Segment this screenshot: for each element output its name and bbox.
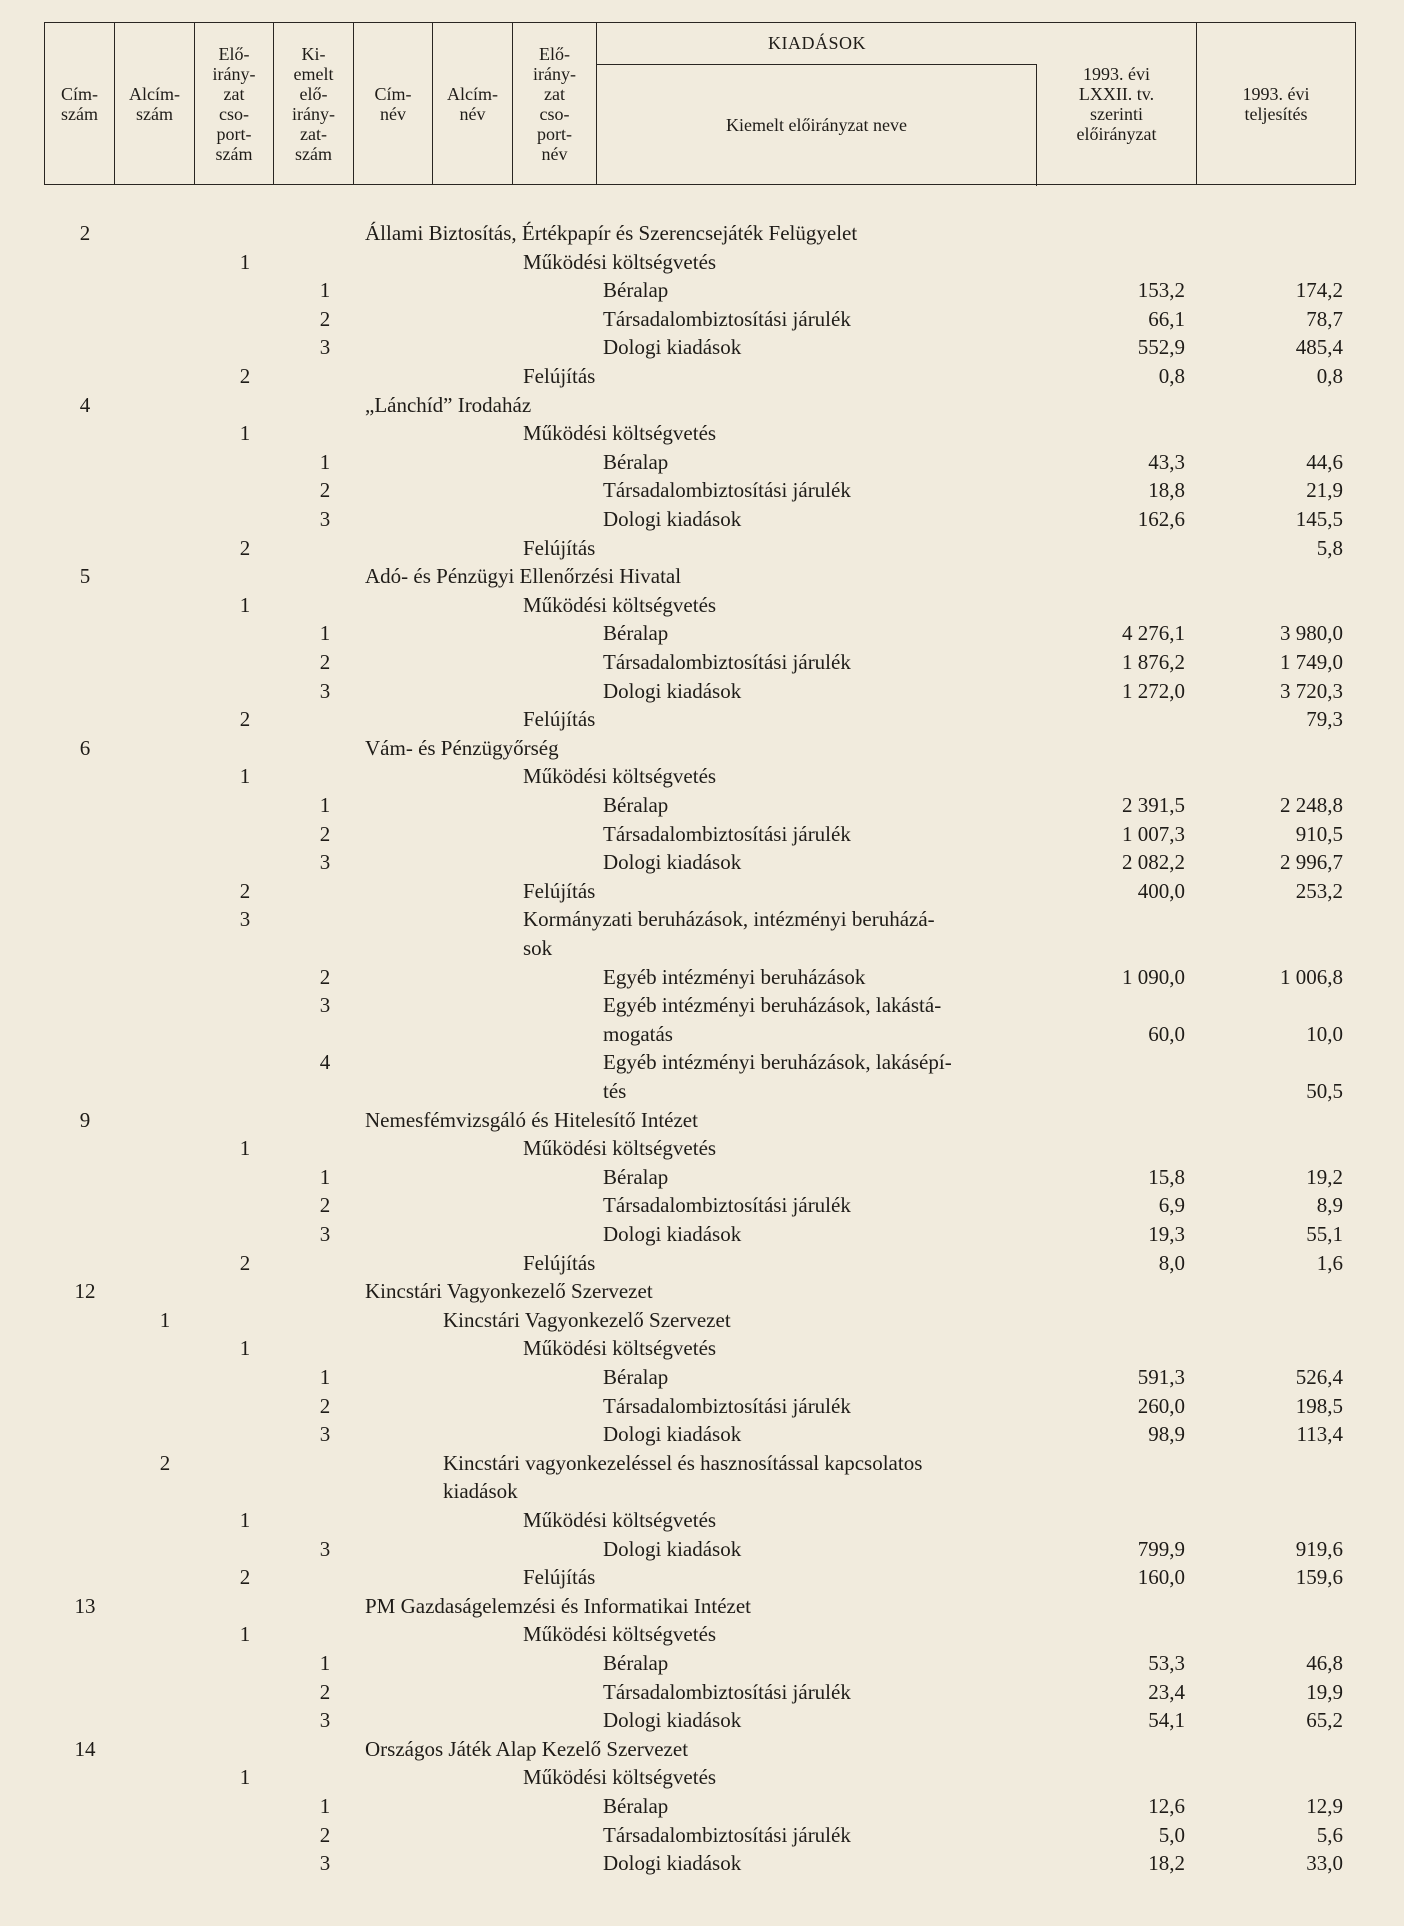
row-label: Működési költségvetés [523,249,717,274]
row-number: 3 [319,1708,331,1733]
row-label: Társadalombiztosítási járulék [603,1393,851,1418]
table-row [0,762,1404,790]
row-number: 4 [319,1050,331,1075]
row-number: 3 [319,993,331,1018]
table-row [0,305,1404,333]
table-row [0,991,1404,1019]
row-number: 6 [79,735,91,760]
header-kiemelt-eloiranyzat-neve: Kiemelt előirányzat neve [597,65,1037,186]
table-row [0,476,1404,504]
value-eloiranyzat: 15,8 [1148,1164,1185,1189]
table-row [0,1048,1404,1076]
value-eloiranyzat: 260,0 [1137,1393,1185,1418]
row-label: Dologi kiadások [603,1536,742,1561]
value-eloiranyzat: 54,1 [1148,1708,1185,1733]
row-label: Nemesfémvizsgáló és Hitelesítő Intézet [365,1107,698,1132]
row-number: 2 [239,364,251,388]
table-row [0,1678,1404,1706]
value-teljesites: 910,5 [1295,821,1343,846]
table-row [0,1163,1404,1191]
row-number: 2 [239,1250,251,1275]
row-number: 3 [319,1222,331,1246]
row-number: 3 [239,907,251,932]
header-1993-teljesites: 1993. évi teljesítés [1242,83,1310,124]
row-label: Kincstári Vagyonkezelő Szervezet [365,1279,653,1304]
row-number: 2 [319,650,331,674]
row-number: 1 [239,1336,251,1361]
header-alcim-nev: Alcím- név [433,23,513,184]
row-number: 2 [239,1565,251,1590]
table-row [0,677,1404,705]
table-row [0,534,1404,562]
value-teljesites: 485,4 [1295,335,1343,360]
row-number: 1 [239,1508,251,1532]
value-eloiranyzat: 2 391,5 [1122,793,1185,817]
row-label: Béralap [603,449,669,474]
row-label: Működési költségvetés [523,592,717,617]
value-eloiranyzat: 12,6 [1148,1794,1185,1818]
row-label: Társadalombiztosítási járulék [603,1822,851,1847]
table-row [0,1020,1404,1048]
row-label: Dologi kiadások [603,1222,742,1246]
table-row [0,1306,1404,1334]
row-label: Felújítás [523,1565,596,1590]
row-label: Egyéb intézményi beruházások, lakástá- [603,993,942,1018]
table-row [0,1620,1404,1648]
row-label: Béralap [603,793,669,817]
value-eloiranyzat: 98,9 [1148,1422,1185,1447]
row-label: mogatás [603,1021,673,1046]
value-teljesites: 113,4 [1296,1422,1343,1447]
table-row [0,963,1404,991]
row-number: 1 [319,1794,331,1818]
row-number: 2 [239,878,251,903]
row-number: 2 [319,1193,331,1218]
table-row [0,505,1404,533]
row-label: tés [603,1079,627,1103]
table-row [0,591,1404,619]
value-teljesites: 33,0 [1306,1851,1343,1876]
table-row [0,1592,1404,1620]
table-row [0,1735,1404,1763]
table-row [0,562,1404,590]
row-number: 1 [319,449,331,474]
value-teljesites: 78,7 [1306,306,1343,331]
row-label: Társadalombiztosítási járulék [603,306,851,331]
table-row [0,1763,1404,1791]
header-eloiranyzat-csoport-nev: Elő- irány- zat cso- port- név [513,23,597,184]
row-number: 2 [239,707,251,732]
row-label: Kincstári Vagyonkezelő Szervezet [443,1307,731,1332]
row-label: Adó- és Pénzügyi Ellenőrzési Hivatal [365,564,682,589]
table-row [0,648,1404,676]
row-number: 1 [319,621,331,646]
table-row [0,905,1404,933]
table-row [0,1191,1404,1219]
value-eloiranyzat: 19,3 [1148,1222,1185,1246]
table-row [0,1134,1404,1162]
value-teljesites: 145,5 [1295,507,1343,531]
table-row [0,1420,1404,1448]
value-teljesites: 46,8 [1306,1651,1343,1675]
row-number: 14 [74,1736,96,1761]
row-label: Felújítás [523,1250,596,1275]
row-number: 3 [319,1851,331,1876]
value-teljesites: 174,2 [1295,278,1343,303]
value-teljesites: 21,9 [1306,478,1343,503]
row-number: 1 [239,1765,251,1790]
row-number: 2 [319,306,331,331]
value-teljesites: 159,6 [1295,1565,1343,1590]
row-label: Működési költségvetés [523,764,717,789]
table-row [0,877,1404,905]
row-number: 2 [159,1450,171,1475]
table-row [0,362,1404,390]
row-label: Felújítás [523,707,596,732]
value-teljesites: 1 749,0 [1280,650,1343,674]
table-row [0,1706,1404,1734]
value-eloiranyzat: 400,0 [1137,878,1185,903]
value-eloiranyzat: 43,3 [1148,449,1185,474]
value-teljesites: 79,3 [1306,707,1343,732]
table-row [0,333,1404,361]
value-eloiranyzat: 0,8 [1158,364,1185,388]
row-label: Országos Játék Alap Kezelő Szervezet [365,1736,689,1761]
value-eloiranyzat: 6,9 [1158,1193,1185,1218]
value-teljesites: 3 720,3 [1280,678,1343,703]
row-label: Társadalombiztosítási járulék [603,478,851,503]
table-row [0,619,1404,647]
value-eloiranyzat: 1 007,3 [1122,821,1185,846]
header-kiemelt-eloiranyzat-szam: Ki- emelt elő- irány- zat- szám [274,23,354,184]
row-label: Vám- és Pénzügyőrség [365,735,559,760]
row-number: 1 [319,1164,331,1189]
row-number: 1 [239,1622,251,1647]
row-number: 1 [319,1651,331,1675]
row-label: Dologi kiadások [603,678,742,703]
row-label: Kincstári vagyonkezeléssel és hasznosítással kapcsolatos [443,1450,923,1475]
row-label: Egyéb intézményi beruházások [603,964,866,989]
table-row [0,1649,1404,1677]
row-number: 5 [79,564,91,589]
table-row [0,1363,1404,1391]
row-number: 1 [239,1136,251,1161]
value-teljesites: 1,6 [1316,1250,1343,1275]
value-teljesites: 3 980,0 [1280,621,1343,646]
table-row [0,1506,1404,1534]
row-label: sok [523,936,553,960]
value-eloiranyzat: 8,0 [1158,1250,1185,1275]
value-eloiranyzat: 23,4 [1148,1679,1185,1704]
table-row [0,1535,1404,1563]
value-eloiranyzat: 4 276,1 [1122,621,1185,646]
row-label: Dologi kiadások [603,507,742,531]
row-number: 3 [319,678,331,703]
row-label: Béralap [603,1164,669,1189]
value-teljesites: 919,6 [1295,1536,1343,1561]
table-row [0,1563,1404,1591]
header-alcim-szam: Alcím- szám [115,23,195,184]
row-label: Működési költségvetés [523,421,717,446]
value-eloiranyzat: 5,0 [1158,1822,1185,1847]
row-number: 3 [319,507,331,531]
table-row [0,1821,1404,1849]
table-row [0,1220,1404,1248]
table-row [0,1392,1404,1420]
row-label: Működési költségvetés [523,1136,717,1161]
row-label: Működési költségvetés [523,1508,717,1532]
row-label: PM Gazdaságelemzési és Informatikai Intézet [365,1593,752,1618]
value-teljesites: 2 248,8 [1280,793,1343,817]
value-teljesites: 44,6 [1306,449,1343,474]
row-number: 2 [319,1822,331,1847]
table-row [0,448,1404,476]
table-row [0,820,1404,848]
value-teljesites: 5,6 [1316,1822,1343,1847]
row-label: Dologi kiadások [603,1708,742,1733]
value-teljesites: 198,5 [1295,1393,1343,1418]
table-row [0,1334,1404,1362]
row-number: 13 [74,1593,96,1618]
value-teljesites: 19,2 [1306,1164,1343,1189]
row-number: 1 [239,592,251,617]
header-1993-tv: 1993. évi LXXII. tv. szerinti előirányzat [1037,23,1197,184]
value-teljesites: 12,9 [1306,1794,1343,1818]
row-label: „Lánchíd” Irodaház [365,392,532,417]
value-teljesites: 2 996,7 [1280,850,1343,875]
value-teljesites: 50,5 [1306,1079,1343,1103]
header-kiadasok: KIADÁSOK [597,23,1037,65]
row-number: 4 [79,392,91,417]
row-number: 1 [319,278,331,303]
value-eloiranyzat: 552,9 [1137,335,1185,360]
row-label: Béralap [603,278,669,303]
row-number: 2 [319,478,331,503]
row-number: 2 [319,821,331,846]
table-row [0,934,1404,962]
row-number: 1 [319,1365,331,1389]
row-label: Működési költségvetés [523,1765,717,1790]
row-number: 2 [79,221,91,245]
row-label: Dologi kiadások [603,1851,742,1876]
row-label: Béralap [603,1365,669,1389]
row-label: Működési költségvetés [523,1336,717,1361]
row-label: Dologi kiadások [603,1422,742,1447]
row-label: Felújítás [523,364,596,388]
row-number: 1 [159,1307,171,1332]
row-label: Felújítás [523,535,596,560]
table-row [0,248,1404,276]
row-label: Dologi kiadások [603,335,742,360]
row-number: 2 [319,964,331,989]
row-number: 1 [239,421,251,446]
table-row [0,1477,1404,1505]
value-teljesites: 19,9 [1306,1679,1343,1704]
row-label: Béralap [603,1794,669,1818]
row-number: 9 [79,1107,91,1132]
row-number: 1 [239,249,251,274]
table-row [0,1106,1404,1134]
value-eloiranyzat: 160,0 [1137,1565,1185,1590]
row-label: Társadalombiztosítási járulék [603,1679,851,1704]
row-number: 2 [319,1393,331,1418]
table-row [0,219,1404,247]
table-row [0,419,1404,447]
value-eloiranyzat: 53,3 [1148,1651,1185,1675]
row-label: Felújítás [523,878,596,903]
table-row [0,1792,1404,1820]
value-eloiranyzat: 162,6 [1137,507,1185,531]
row-number: 3 [319,335,331,360]
table-row [0,734,1404,762]
row-label: Működési költségvetés [523,1622,717,1647]
row-label: Egyéb intézményi beruházások, lakásépí- [603,1050,952,1075]
row-number: 2 [319,1679,331,1704]
value-eloiranyzat: 591,3 [1137,1365,1185,1389]
table-row [0,1449,1404,1477]
row-label: Béralap [603,621,669,646]
value-eloiranyzat: 66,1 [1148,306,1185,331]
row-label: Béralap [603,1651,669,1675]
value-teljesites: 526,4 [1295,1365,1343,1389]
value-teljesites: 253,2 [1295,878,1343,903]
table-header [44,22,1356,185]
row-label: Társadalombiztosítási járulék [603,650,851,674]
table-row [0,276,1404,304]
value-teljesites: 5,8 [1316,535,1343,560]
table-row [0,791,1404,819]
row-number: 3 [319,1422,331,1447]
value-eloiranyzat: 1 272,0 [1122,678,1185,703]
row-label: kiadások [443,1479,518,1504]
header-eloiranyzat-csoport-szam: Elő- irány- zat cso- port- szám [195,23,274,184]
table-row [0,1277,1404,1305]
header-cim-nev: Cím- név [354,23,433,184]
value-eloiranyzat: 18,8 [1148,478,1185,503]
value-eloiranyzat: 60,0 [1148,1021,1185,1046]
table-row [0,1849,1404,1877]
value-teljesites: 10,0 [1306,1021,1343,1046]
row-label: Társadalombiztosítási járulék [603,821,851,846]
value-eloiranyzat: 1 876,2 [1122,650,1185,674]
row-number: 3 [319,1536,331,1561]
table-row [0,848,1404,876]
value-eloiranyzat: 153,2 [1137,278,1185,303]
value-teljesites: 8,9 [1316,1193,1343,1218]
table-row [0,1249,1404,1277]
value-teljesites: 0,8 [1316,364,1343,388]
value-teljesites: 65,2 [1306,1708,1343,1733]
table-row [0,391,1404,419]
value-teljesites: 55,1 [1306,1222,1343,1246]
value-eloiranyzat: 1 090,0 [1122,964,1185,989]
row-label: Társadalombiztosítási járulék [603,1193,851,1218]
row-number: 1 [319,793,331,817]
table-row [0,1077,1404,1105]
row-label: Állami Biztosítás, Értékpapír és Szerencsejáték Felügyelet [365,221,858,245]
row-number: 2 [239,535,251,560]
row-label: Kormányzati beruházások, intézményi beruházá- [523,907,935,932]
value-teljesites: 1 006,8 [1280,964,1343,989]
table-row [0,705,1404,733]
value-eloiranyzat: 2 082,2 [1122,850,1185,875]
row-label: Dologi kiadások [603,850,742,875]
row-number: 12 [74,1279,96,1304]
row-number: 3 [319,850,331,875]
row-number: 1 [239,764,251,789]
value-eloiranyzat: 18,2 [1148,1851,1185,1876]
header-cim-szam: Cím- szám [45,23,115,184]
value-eloiranyzat: 799,9 [1137,1536,1185,1561]
